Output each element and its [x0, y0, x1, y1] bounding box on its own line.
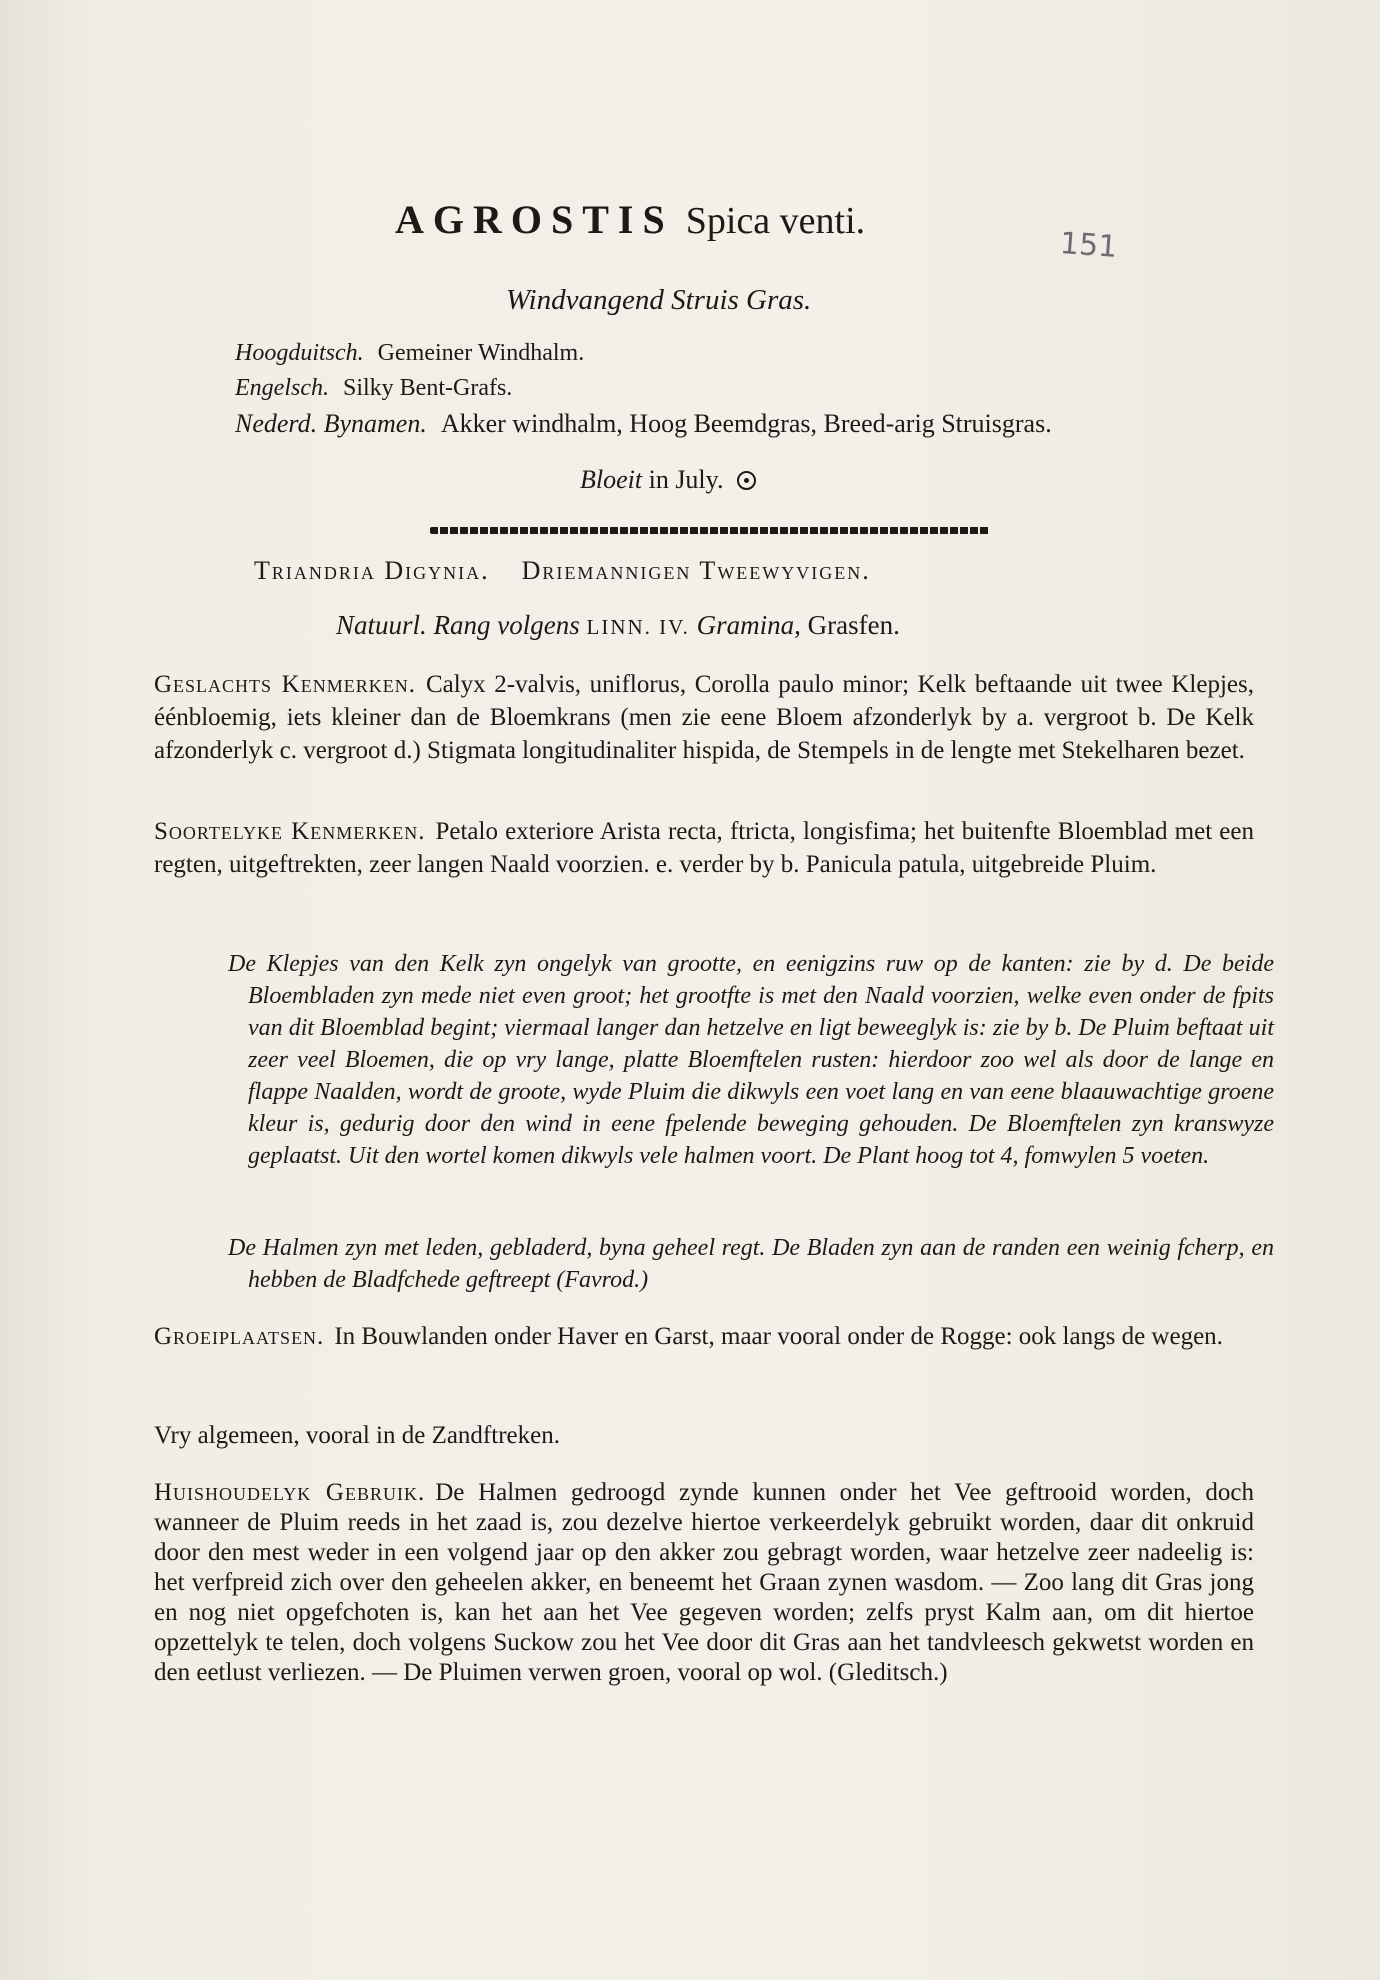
- name-language: Nederd. Bynamen.: [235, 409, 427, 438]
- genus-characters-paragraph: [154, 668, 1254, 767]
- section-text: Petalo exteriore Arista recta, ftricta, longisfima; het buitenfte Bloemblad met een regten, uitgeftrekten, zeer langen Naald voorzien. e. verder by b. Panicula patula, uitgebreide Pluim.: [154, 818, 1254, 878]
- flowering-line: [580, 465, 756, 495]
- section-text: In Bouwlanden onder Haver en Garst, maar vooral onder de Rogge: ook langs de wegen.: [334, 1323, 1223, 1350]
- household-use-paragraph: [154, 1478, 1254, 1688]
- section-label: Geslachts Kenmerken.: [154, 671, 416, 698]
- classification-dutch: Driemannigen Tweewyvigen.: [521, 556, 871, 585]
- habitat-paragraph: [154, 1320, 1254, 1353]
- section-label: Huishoudelyk Gebruik.: [154, 1479, 426, 1506]
- name-value: Silky Bent-Grafs.: [342, 375, 513, 401]
- flowering-value: in July.: [648, 465, 724, 494]
- ornamental-rule: [430, 527, 990, 534]
- classification-line: [254, 556, 871, 586]
- flowering-label: Bloeit: [580, 465, 643, 494]
- name-value: Akker windhalm, Hoog Beemdgras, Breed-arig Struisgras.: [440, 409, 1052, 438]
- name-entry: [235, 375, 512, 402]
- dutch-name: Windvangend Struis Gras.: [506, 284, 812, 316]
- rank-dutch: Grasfen.: [807, 610, 900, 640]
- name-entry: [235, 409, 1052, 439]
- natural-rank-line: [336, 610, 900, 641]
- genus-name: AGROSTIS: [395, 197, 674, 242]
- section-text: De Halmen gedroogd zynde kunnen onder het Vee geftrooid worden, doch wanneer de Pluim reeds in het zaad is, zou dezelve hiertoe verkeerdelyk gebruikt worden, daar dit onkruid door den mest weder in een volgend jaar op den akker zou gebragt worden, waar hetzelve zeer nadeelig is: het verfpreid zich over den geheelen akker, en beneemt het Graan zynen wasdom. — Zoo lang dit Gras jong en nog niet opgefchoten is, kan het aan het Vee gegeven worden; zelfs pryst Kalm aan, om dit hiertoe opzettelyk te telen, doch volgens Suckow zou het Vee door dit Gras aan het tandvleesch gekwetst worden en den eetlust verliezen. — De Pluimen verwen groen, vooral op wol. (Gleditsch.): [154, 1479, 1254, 1686]
- rank-prefix: Natuurl. Rang volgens: [336, 610, 580, 640]
- section-text: Calyx 2-valvis, uniflorus, Corolla paulo minor; Kelk beftaande uit twee Klepjes, éénbloemig, iets kleiner dan de Bloemkrans (men zie eene Bloem afzonderlyk by a. vergroot b. De Kelk afzonderlyk c. vergroot d.) Stigmata longitudinaliter hispida, de Stempels in de lengte met Stekelharen bezet.: [154, 671, 1254, 764]
- name-language: Hoogduitsch.: [235, 340, 364, 366]
- section-label: Groeiplaatsen.: [154, 1323, 325, 1350]
- name-entry: [235, 340, 584, 367]
- frequency-line: Vry algemeen, vooral in de Zandftreken.: [154, 1422, 560, 1449]
- perennial-symbol-icon: [737, 471, 756, 490]
- description-paragraph: De Klepjes van den Kelk zyn ongelyk van grootte, en eenigzins ruw op de kanten: zie by d. De beide Bloembladen zyn mede niet even groot; het grootfte is met den Naald voorzien, welke even onder de fpits van dit Bloemblad begint; viermaal langer dan hetzelve en ligt beweeglyk is: zie by b. De Pluim beftaat uit zeer veel Bloemen, die op vry lange, platte Bloemftelen rusten: hierdoor zoo wel als door de lange en flappe Naalden, wordt de groote, wyde Pluim die dikwyls een voet lang en van eene blaauwachtige groene kleur is, gedurig door den wind in eene fpelende beweging gehouden. De Bloemftelen zyn kranswyze geplaatst. Uit den wortel komen dikwyls vele halmen voort. De Plant hoog tot 4, fomwylen 5 voeten.: [228, 951, 1274, 1169]
- species-characters-paragraph: [154, 815, 1254, 881]
- classification-latin: Triandria Digynia.: [254, 556, 490, 585]
- species-name: Spica venti.: [685, 200, 866, 242]
- section-label: Soortelyke Kenmerken.: [154, 818, 426, 845]
- page-number: 151: [1058, 226, 1119, 265]
- name-language: Engelsch.: [235, 375, 329, 401]
- name-value: Gemeiner Windhalm.: [377, 340, 585, 366]
- rank-latin: Gramina,: [696, 610, 801, 640]
- description-paragraph: De Halmen zyn met leden, gebladerd, byna geheel regt. De Bladen zyn aan de randen een weinig fcherp, en hebben de Bladfchede geftreept (Favrod.): [228, 1235, 1274, 1293]
- page-title: [395, 196, 865, 243]
- rank-author: LINN. IV.: [586, 615, 690, 639]
